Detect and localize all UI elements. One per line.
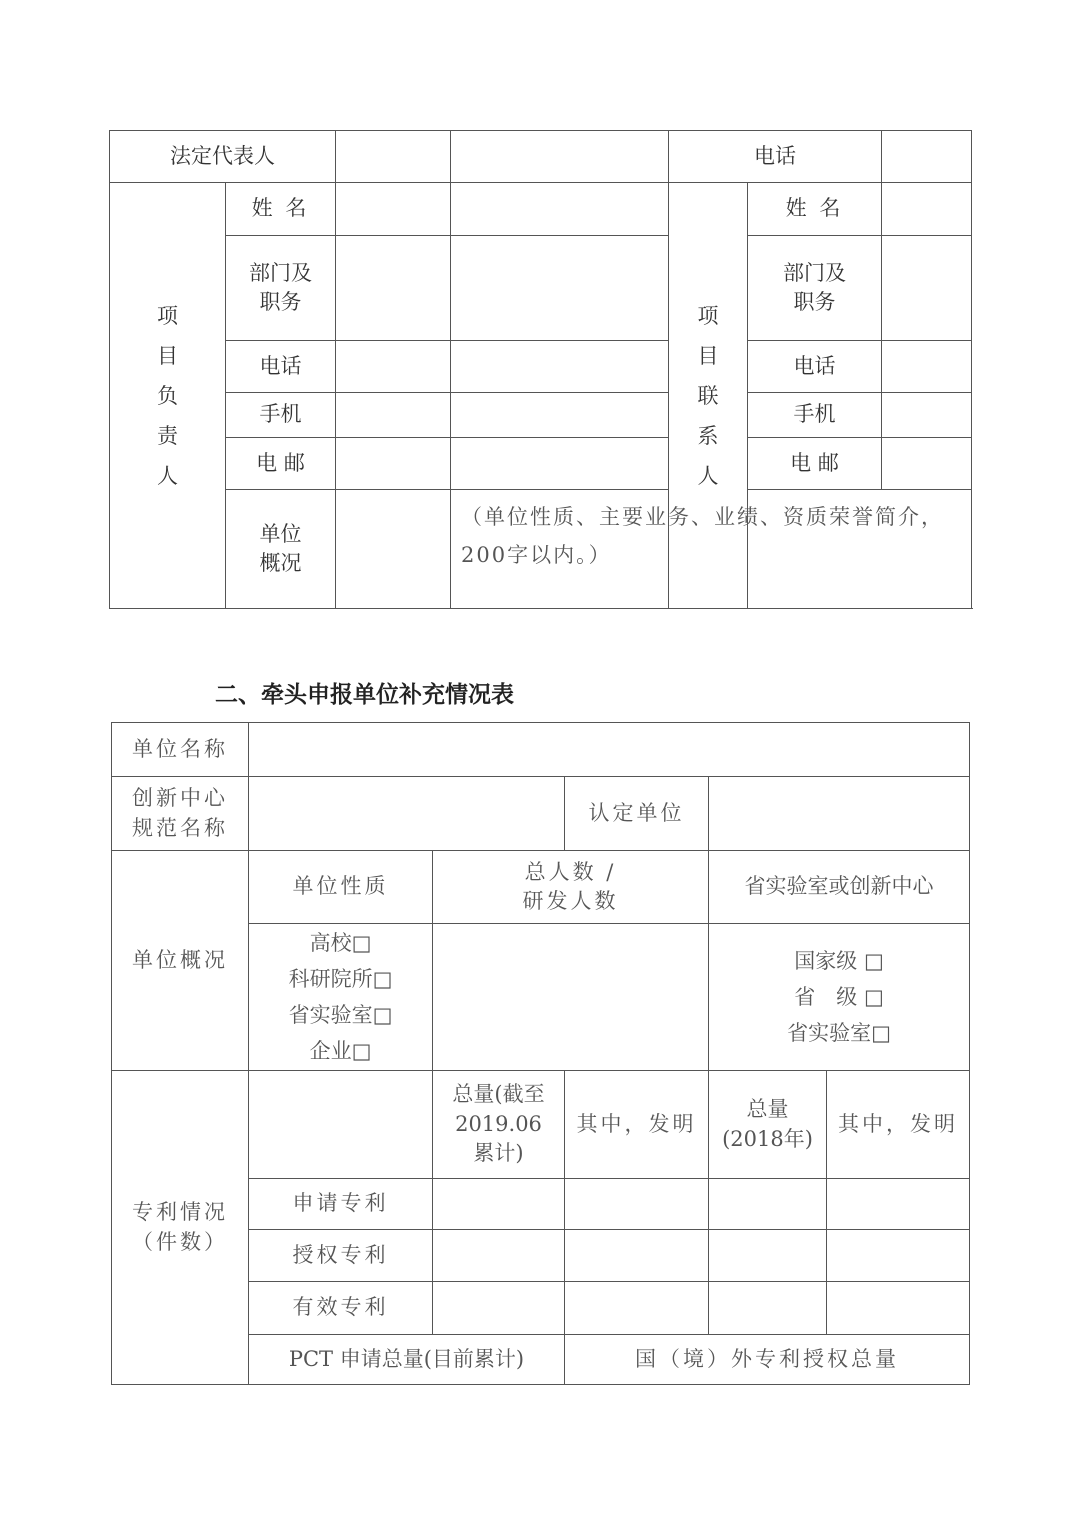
lead-unit-supplement-table — [111, 722, 970, 1385]
valid-patent-total-2019[interactable] — [433, 1282, 565, 1335]
phone-value-top[interactable] — [882, 131, 972, 183]
apply-patent-total-2018[interactable] — [709, 1179, 827, 1230]
apply-patent-label: 申请专利 — [249, 1179, 433, 1230]
contact-mobile-value[interactable] — [882, 393, 972, 438]
valid-patent-total-2018[interactable] — [709, 1282, 827, 1335]
staff-count-label: 总人数 / 研发人数 — [433, 851, 709, 924]
contact-phone-value[interactable] — [882, 341, 972, 393]
contact-dept-value[interactable] — [882, 236, 972, 341]
contact-name-value[interactable] — [882, 183, 972, 236]
section-title: 二、牵头申报单位补充情况表 — [215, 682, 514, 708]
contact-email-label: 电 邮 — [748, 438, 882, 490]
grant-patent-total-2018[interactable] — [709, 1230, 827, 1282]
contact-email-value[interactable] — [882, 438, 972, 490]
level-option-national[interactable]: 国家级 □ — [794, 949, 884, 973]
leader-name-value[interactable] — [336, 183, 451, 236]
unit-overview-blank — [336, 490, 451, 609]
staff-count-value[interactable] — [433, 924, 709, 1071]
project-leader-label: 项 目 负 责 人 — [110, 183, 226, 609]
leader-phone-value-2[interactable] — [451, 341, 669, 393]
contact-phone-label: 电话 — [748, 341, 882, 393]
apply-patent-total-2019[interactable] — [433, 1179, 565, 1230]
leader-email-label: 电 邮 — [226, 438, 336, 490]
leader-phone-value[interactable] — [336, 341, 451, 393]
legal-rep-label: 法定代表人 — [110, 131, 336, 183]
center-name-label: 创新中心 规范名称 — [112, 777, 249, 851]
nature-option-lab[interactable]: 省实验室□ — [288, 1003, 393, 1027]
unit-overview-label: 单位 概况 — [226, 490, 336, 609]
center-name-value[interactable] — [249, 777, 565, 851]
phone-label-top: 电话 — [669, 131, 882, 183]
nature-option-enterprise[interactable]: 企业□ — [309, 1039, 372, 1063]
foreign-grant-label: 国（境）外专利授权总量 — [565, 1335, 970, 1385]
unit-name-value[interactable] — [249, 723, 970, 777]
grant-patent-invention-1[interactable] — [565, 1230, 709, 1282]
leader-mobile-value[interactable] — [336, 393, 451, 438]
leader-email-value[interactable] — [336, 438, 451, 490]
leader-name-label: 姓 名 — [226, 183, 336, 236]
level-option-provincial[interactable]: 省 级 □ — [794, 985, 884, 1009]
level-option-provincial-lab[interactable]: 省实验室□ — [787, 1021, 891, 1045]
leader-mobile-label: 手机 — [226, 393, 336, 438]
leader-dept-label: 部门及 职务 — [226, 236, 336, 341]
contact-mobile-label: 手机 — [748, 393, 882, 438]
grant-patent-invention-2[interactable] — [827, 1230, 970, 1282]
grant-patent-label: 授权专利 — [249, 1230, 433, 1282]
unit-name-label: 单位名称 — [112, 723, 249, 777]
contact-dept-label: 部门及 职务 — [748, 236, 882, 341]
patent-header-blank — [249, 1071, 433, 1179]
legal-rep-value[interactable] — [336, 131, 451, 183]
valid-patent-label: 有效专利 — [249, 1282, 433, 1335]
of-which-invention-label-2: 其中，发明 — [827, 1071, 970, 1179]
unit-overview-note[interactable]: （单位性质、主要业务、业绩、资质荣誉简介，200字以内。） — [451, 490, 972, 609]
project-contact-label: 项 目 联 系 人 — [669, 183, 748, 609]
valid-patent-invention-2[interactable] — [827, 1282, 970, 1335]
pct-total-label: PCT 申请总量(目前累计) — [249, 1335, 565, 1385]
unit-overview-label-2: 单位概况 — [112, 851, 249, 1071]
leader-phone-label: 电话 — [226, 341, 336, 393]
total-2018-label: 总量 (2018年) — [709, 1071, 827, 1179]
legal-rep-value-2[interactable] — [451, 131, 669, 183]
level-options — [709, 924, 970, 1071]
apply-patent-invention-2[interactable] — [827, 1179, 970, 1230]
contact-name-label: 姓 名 — [748, 183, 882, 236]
project-contact-table — [109, 130, 972, 609]
leader-dept-value-2[interactable] — [451, 236, 669, 341]
patent-label: 专利情况 （件数） — [112, 1071, 249, 1385]
leader-mobile-value-2[interactable] — [451, 393, 669, 438]
unit-nature-label: 单位性质 — [249, 851, 433, 924]
leader-email-value-2[interactable] — [451, 438, 669, 490]
nature-option-institute[interactable]: 科研院所□ — [288, 967, 393, 991]
valid-patent-invention-1[interactable] — [565, 1282, 709, 1335]
leader-name-value-2[interactable] — [451, 183, 669, 236]
unit-nature-options — [249, 924, 433, 1071]
leader-dept-value[interactable] — [336, 236, 451, 341]
certified-unit-label: 认定单位 — [565, 777, 709, 851]
grant-patent-total-2019[interactable] — [433, 1230, 565, 1282]
nature-option-university[interactable]: 高校□ — [309, 931, 372, 955]
of-which-invention-label-1: 其中，发明 — [565, 1071, 709, 1179]
lab-center-label: 省实验室或创新中心 — [709, 851, 970, 924]
certified-unit-value[interactable] — [709, 777, 970, 851]
total-2019-label: 总量(截至 2019.06 累计) — [433, 1071, 565, 1179]
apply-patent-invention-1[interactable] — [565, 1179, 709, 1230]
